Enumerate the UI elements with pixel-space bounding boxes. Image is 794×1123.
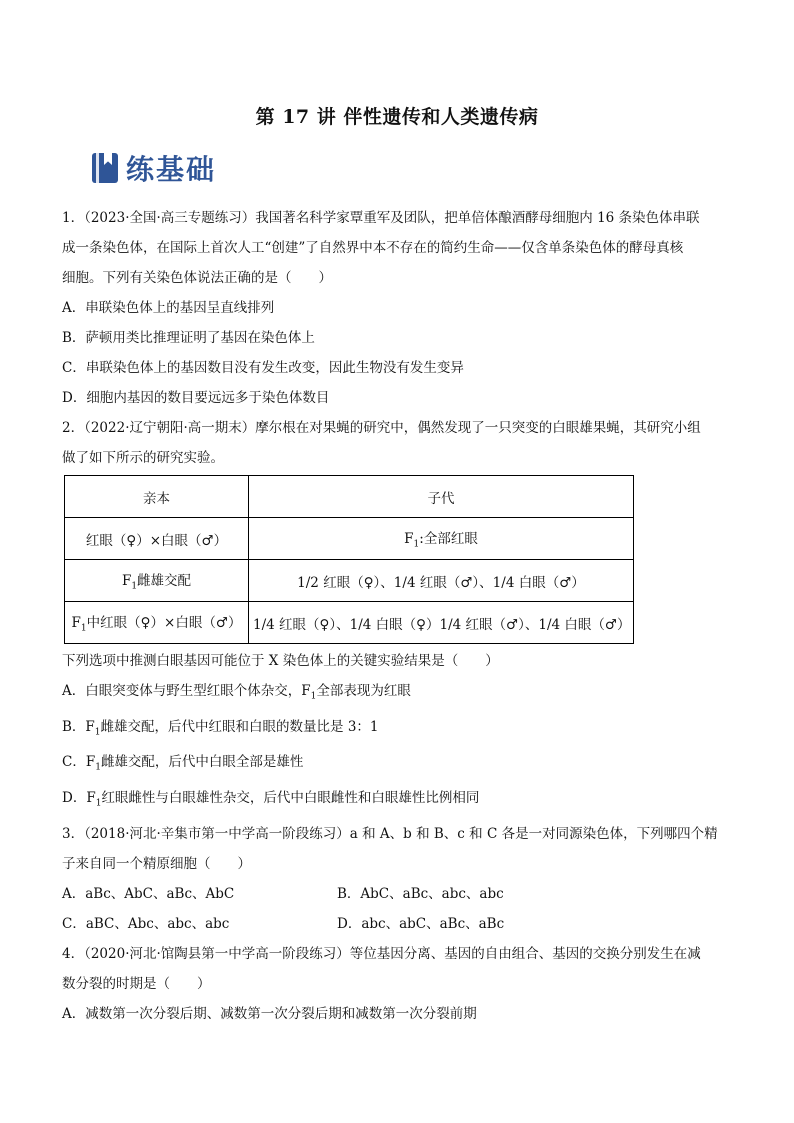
- question-list: [62, 203, 732, 1029]
- question-stem-line: 成一条染色体，在国际上首次人工“创建”了自然界中本不存在的简约生命——仅含单条染色体的酵母真核: [62, 240, 684, 256]
- option-d: D．$F_1$红眼雌性与白眼雄性杂交，后代中白眼雌性和白眼雄性比例相同: [62, 790, 480, 809]
- table-cell: 1/4 红眼（♀）、1/4 白眼（♀）1/4 红眼（♂）、1/4 白眼（♂）: [249, 602, 634, 644]
- table-header: 子代: [249, 476, 634, 518]
- question-stem-line: 数分裂的时期是（ ）: [62, 975, 211, 992]
- experiment-table: [64, 475, 634, 644]
- table-cell: $F_1$中红眼（♀）×白眼（♂）: [65, 602, 249, 644]
- table-header: 亲本: [65, 476, 249, 518]
- question-stem-line: 4．（2020·河北·馆陶县第一中学高一阶段练习）等位基因分离、基因的自由组合、基因的交换分别发生在减: [62, 945, 701, 962]
- question-stem-line: 做了如下所示的研究实验。: [62, 450, 224, 466]
- table-cell: $F_1$:全部红眼: [249, 518, 634, 560]
- option-b: B．$F_1$雌雄交配，后代中红眼和白眼的数量比是 3：1: [62, 718, 379, 738]
- option-a: A．aBc、AbC、aBc、AbC: [62, 885, 235, 902]
- option-c: C．$F_1$雌雄交配，后代中白眼全部是雄性: [62, 754, 304, 774]
- table-row: [65, 560, 634, 602]
- option-d: D．abc、abC、aBc、aBc: [337, 915, 505, 932]
- table-cell: 1/2 红眼（♀）、1/4 红眼（♂）、1/4 白眼（♂）: [249, 560, 634, 602]
- option-a: A．串联染色体上的基因呈直线排列: [62, 300, 275, 316]
- question-prompt: 下列选项中推测白眼基因可能位于 X 染色体上的关键实验结果是（ ）: [62, 653, 499, 669]
- option-b: B．萨顿用类比推理证明了基因在染色体上: [62, 330, 315, 346]
- table-cell: 红眼（♀）×白眼（♂）: [65, 518, 249, 560]
- option-b: B．AbC、aBc、abc、abc: [337, 885, 504, 902]
- option-c: C．aBC、Abc、abc、abc: [62, 915, 230, 932]
- section-banner: [92, 150, 216, 186]
- question-stem-line: 3．（2018·河北·辛集市第一中学高一阶段练习）a 和 A、b 和 B、c 和 C 各是一对同源染色体，下列哪四个精: [62, 825, 718, 842]
- table-header-row: [65, 476, 634, 518]
- option-row: [62, 909, 732, 939]
- question-stem-line: 2．（2022·辽宁朝阳·高一期末）摩尔根在对果蝇的研究中，偶然发现了一只突变的白眼雄果蝇，其研究小组: [62, 420, 701, 436]
- option-a: A．白眼突变体与野生型红眼个体杂交，$F_1$全部表现为红眼: [62, 683, 411, 702]
- question-4: [62, 939, 732, 1029]
- section-label: 练基础: [126, 153, 217, 186]
- option-row: [62, 879, 732, 909]
- question-stem-line: 子来自同一个精原细胞（ ）: [62, 855, 251, 872]
- table-cell: $F_1$雌雄交配: [65, 560, 249, 602]
- option-a: A．减数第一次分裂后期、减数第一次分裂后期和减数第一次分裂前期: [62, 1005, 477, 1022]
- question-2: [62, 413, 732, 819]
- question-stem-line: 1．（2023·全国·高三专题练习）我国著名科学家覃重军及团队，把单倍体酿酒酵母细胞内 16 条染色体串联: [62, 210, 700, 226]
- table-row: [65, 518, 634, 560]
- option-d: D．细胞内基因的数目要远远多于染色体数目: [62, 390, 330, 406]
- question-3: [62, 819, 732, 939]
- page-title: 第 17 讲 伴性遗传和人类遗传病: [255, 106, 539, 128]
- question-1: [62, 203, 732, 413]
- table-row: [65, 602, 634, 644]
- option-c: C．串联染色体上的基因数目没有发生改变，因此生物没有发生变异: [62, 360, 464, 376]
- question-stem-line: 细胞。下列有关染色体说法正确的是（ ）: [62, 270, 332, 286]
- book-icon: [92, 153, 120, 183]
